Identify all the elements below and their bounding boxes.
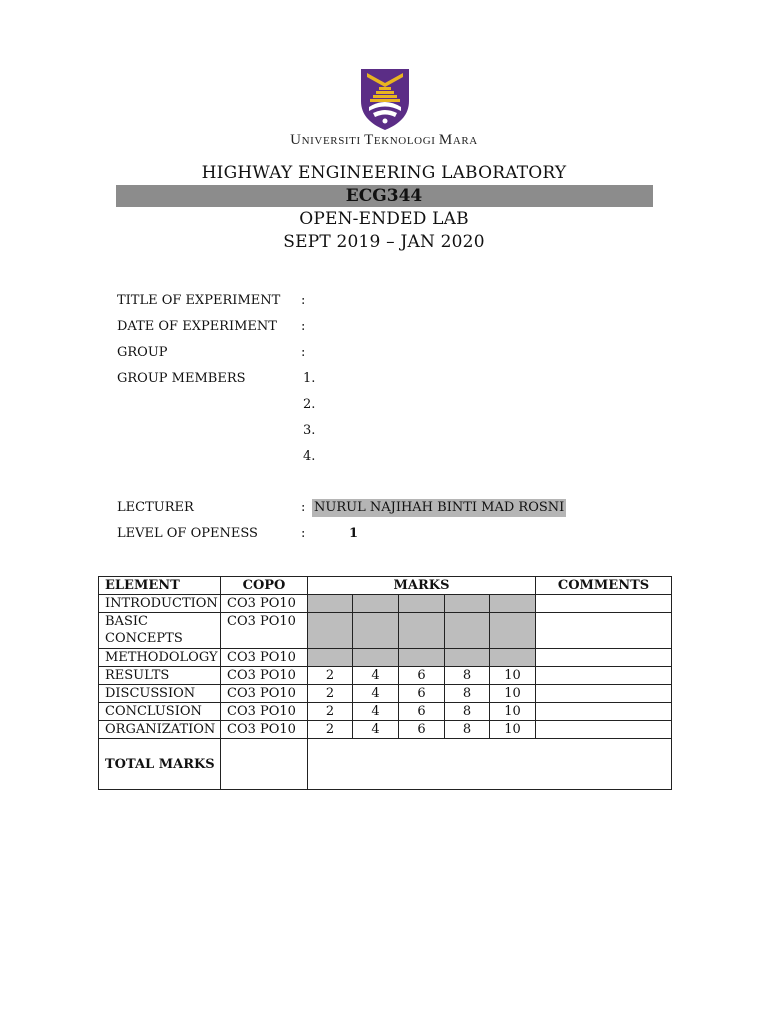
- comments-cell[interactable]: [536, 685, 672, 703]
- total-marks-row: [99, 739, 672, 790]
- mark-cell[interactable]: 10: [490, 667, 536, 685]
- total-copo-cell: [221, 739, 308, 790]
- mark-cell[interactable]: [399, 595, 445, 613]
- element-cell: ORGANIZATION: [99, 721, 221, 739]
- comments-cell[interactable]: [536, 667, 672, 685]
- mark-cell[interactable]: 4: [353, 721, 399, 739]
- mark-cell[interactable]: 2: [308, 721, 353, 739]
- colon: :: [301, 345, 306, 360]
- member-number: 4.: [303, 449, 316, 464]
- mark-cell[interactable]: 8: [445, 667, 490, 685]
- mark-cell[interactable]: [353, 613, 399, 649]
- table-header-row: [99, 577, 672, 595]
- comments-cell[interactable]: [536, 649, 672, 667]
- session-period: SEPT 2019 – JAN 2020: [283, 232, 485, 252]
- copo-cell: CO3 PO10: [221, 649, 308, 667]
- lecturer-name: NURUL NAJIHAH BINTI MAD ROSNI: [314, 500, 565, 515]
- comments-cell[interactable]: [536, 595, 672, 613]
- table-body: [99, 595, 672, 739]
- total-marks-value-cell[interactable]: [308, 739, 672, 790]
- copo-cell: CO3 PO10: [221, 685, 308, 703]
- copo-cell: CO3 PO10: [221, 703, 308, 721]
- colon: :: [301, 319, 306, 334]
- mark-cell[interactable]: [308, 613, 353, 649]
- copo-cell: CO3 PO10: [221, 595, 308, 613]
- table-row: [99, 613, 672, 649]
- total-marks-label: TOTAL MARKS: [99, 739, 221, 790]
- table-row: [99, 685, 672, 703]
- mark-cell[interactable]: [445, 649, 490, 667]
- table-row: [99, 649, 672, 667]
- marks-header: MARKS: [308, 577, 536, 595]
- copo-cell: CO3 PO10: [221, 721, 308, 739]
- element-cell: DISCUSSION: [99, 685, 221, 703]
- mark-cell[interactable]: [490, 613, 536, 649]
- table-row: [99, 721, 672, 739]
- university-name: UNIVERSITI TEKNOLOGI MARA: [290, 132, 478, 148]
- title-of-experiment-label: TITLE OF EXPERIMENT: [117, 293, 281, 308]
- lecturer-label: LECTURER: [117, 500, 194, 515]
- mark-cell[interactable]: 8: [445, 703, 490, 721]
- mark-cell[interactable]: 6: [399, 685, 445, 703]
- level-of-openness-value: 1: [349, 526, 359, 541]
- member-number: 3.: [303, 423, 316, 438]
- mark-cell[interactable]: [490, 595, 536, 613]
- element-cell: RESULTS: [99, 667, 221, 685]
- mark-cell[interactable]: [399, 649, 445, 667]
- element-cell: INTRODUCTION: [99, 595, 221, 613]
- colon: :: [301, 526, 306, 541]
- lab-title: HIGHWAY ENGINEERING LABORATORY: [201, 163, 567, 183]
- mark-cell[interactable]: 2: [308, 667, 353, 685]
- uitm-crest-logo: [359, 67, 411, 131]
- mark-cell[interactable]: [353, 649, 399, 667]
- copo-cell: CO3 PO10: [221, 613, 308, 649]
- mark-cell[interactable]: 8: [445, 721, 490, 739]
- mark-cell[interactable]: [308, 595, 353, 613]
- marks-table: [98, 576, 672, 790]
- table-row: [99, 595, 672, 613]
- comments-cell[interactable]: [536, 613, 672, 649]
- comments-header: COMMENTS: [536, 577, 672, 595]
- table-row: [99, 667, 672, 685]
- mark-cell[interactable]: 10: [490, 703, 536, 721]
- comments-cell[interactable]: [536, 721, 672, 739]
- mark-cell[interactable]: [445, 595, 490, 613]
- table-row: [99, 703, 672, 721]
- mark-cell[interactable]: 10: [490, 685, 536, 703]
- mark-cell[interactable]: [445, 613, 490, 649]
- element-header: ELEMENT: [99, 577, 221, 595]
- comments-cell[interactable]: [536, 703, 672, 721]
- course-code: ECG344: [345, 186, 423, 206]
- mark-cell[interactable]: 6: [399, 703, 445, 721]
- group-label: GROUP: [117, 345, 168, 360]
- level-of-openness-label: LEVEL OF OPENESS: [117, 526, 258, 541]
- element-cell: METHODOLOGY: [99, 649, 221, 667]
- mark-cell[interactable]: 6: [399, 667, 445, 685]
- copo-cell: CO3 PO10: [221, 667, 308, 685]
- lab-subtitle: OPEN-ENDED LAB: [299, 209, 469, 229]
- mark-cell[interactable]: 4: [353, 667, 399, 685]
- date-of-experiment-label: DATE OF EXPERIMENT: [117, 319, 277, 334]
- element-cell: BASIC CONCEPTS: [99, 613, 221, 649]
- mark-cell[interactable]: 2: [308, 703, 353, 721]
- copo-header: COPO: [221, 577, 308, 595]
- colon: :: [301, 500, 306, 515]
- mark-cell[interactable]: [399, 613, 445, 649]
- mark-cell[interactable]: 10: [490, 721, 536, 739]
- mark-cell[interactable]: 4: [353, 703, 399, 721]
- element-cell: CONCLUSION: [99, 703, 221, 721]
- mark-cell[interactable]: [353, 595, 399, 613]
- mark-cell[interactable]: [490, 649, 536, 667]
- colon: :: [301, 293, 306, 308]
- group-members-label: GROUP MEMBERS: [117, 371, 246, 386]
- mark-cell[interactable]: 2: [308, 685, 353, 703]
- mark-cell[interactable]: 8: [445, 685, 490, 703]
- mark-cell[interactable]: [308, 649, 353, 667]
- mark-cell[interactable]: 6: [399, 721, 445, 739]
- mark-cell[interactable]: 4: [353, 685, 399, 703]
- member-number: 1.: [303, 371, 316, 386]
- member-number: 2.: [303, 397, 316, 412]
